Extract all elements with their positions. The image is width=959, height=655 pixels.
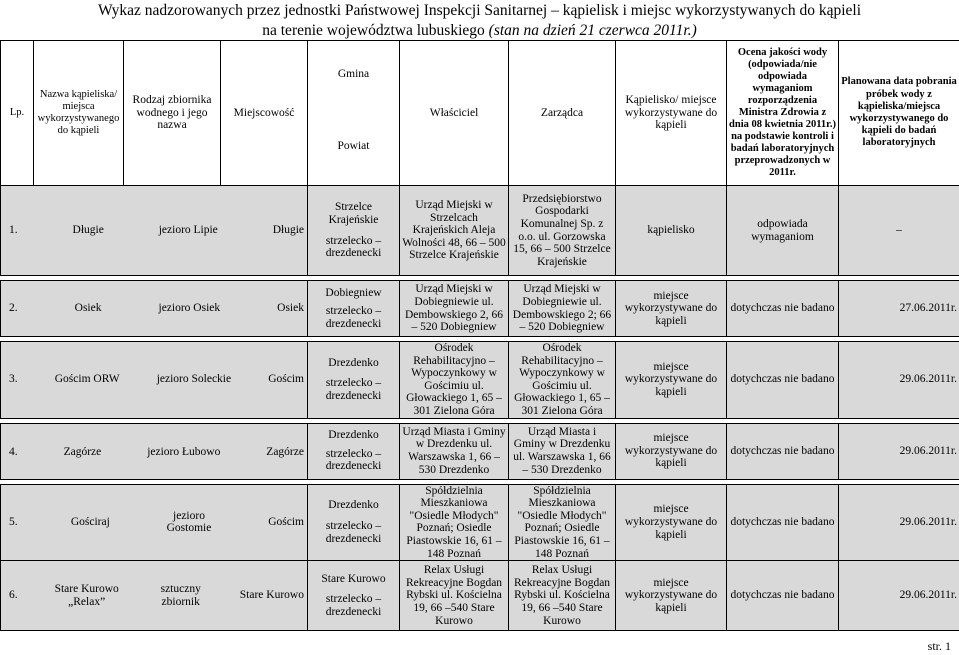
col-header-lp: Lp.	[1, 41, 34, 186]
cell-data: 29.06.2011r.	[839, 423, 959, 479]
cell-nazwa: Długie	[72, 224, 104, 237]
table-row	[1, 281, 959, 337]
cell-zarzadca: Relax Usługi Rekreacyjne Bogdan Rybski ul. Kościelna 19, 66 –540 Stare Kurowo	[509, 561, 616, 631]
cell-wlasciciel: Urząd Miejski w Strzelcach Krajeńskich Aleja Wolności 48, 66 – 500 Strzelce Krajeńskie	[400, 186, 509, 276]
table-row	[1, 423, 959, 479]
cell-wlasciciel: Ośrodek Rehabilitacyjno – Wypoczynkowy w Gościmiu ul. Głowackiego 1, 65 – 301 Zielona Góra	[400, 342, 509, 419]
cell-zarzadca: Urząd Miasta i Gminy w Drezdenku ul. Warszawska 1, 66 – 530 Drezdenko	[509, 423, 616, 479]
cell-wlasciciel: Spółdzielnia Mieszkaniowa "Osiedle Młodych" Poznań; Osiedle Piastowskie 16, 61 – 148 Poznań	[400, 484, 509, 561]
cell-miejscowosc: Długie	[272, 224, 304, 237]
cell-gmina: Drezdenko	[328, 356, 379, 369]
cell-rodzaj: jezioro Lipie	[158, 224, 218, 237]
cell-powiat: strzelecko – drezdenecki	[325, 305, 382, 330]
cell-gmina: Dobiegniew	[325, 286, 382, 299]
cell-lp: 3.	[9, 373, 18, 386]
cell-powiat: strzelecko – drezdenecki	[325, 520, 382, 545]
cell-wlasciciel: Relax Usługi Rekreacyjne Bogdan Rybski ul. Kościelna 19, 66 –540 Stare Kurowo	[400, 561, 509, 631]
cell-lp: 2.	[9, 302, 18, 315]
col-header-zarzadca: Zarządca	[509, 41, 616, 186]
cell-miejscowosc: Stare Kurowo	[239, 589, 304, 602]
document-title-line2	[0, 21, 959, 40]
col-header-kapielisko: Kąpielisko/ miejsce wykorzystywane do kąpieli	[616, 41, 727, 186]
cell-kapielisko: miejsce wykorzystywane do kąpieli	[616, 423, 727, 479]
cell-data: 29.06.2011r.	[839, 484, 959, 561]
title-region: na terenie województwa lubuskiego	[262, 22, 489, 39]
cell-lp: 1.	[9, 224, 18, 237]
cell-kapielisko: miejsce wykorzystywane do kąpieli	[616, 561, 727, 631]
cell-miejscowosc: Zagórze	[266, 445, 304, 458]
cell-miejscowosc: Gościm	[268, 373, 304, 386]
cell-miejscowosc: Osiek	[277, 302, 304, 315]
table-row	[1, 342, 959, 419]
cell-powiat: strzelecko – drezdenecki	[325, 234, 382, 260]
cell-powiat: strzelecko – drezdenecki	[325, 377, 382, 403]
cell-ocena: dotychczas nie badano	[727, 342, 839, 419]
col-header-rodzaj: Rodzaj zbiornika wodnego i jego nazwa	[124, 41, 221, 186]
cell-lp: 5.	[9, 516, 18, 529]
bathing-sites-table	[0, 40, 959, 631]
cell-rodzaj: jezioro Osiek	[158, 302, 221, 315]
cell-ocena: dotychczas nie badano	[727, 561, 839, 631]
cell-ocena: dotychczas nie badano	[727, 484, 839, 561]
col-header-wlasciciel: Właściciel	[400, 41, 509, 186]
cell-gmina: Drezdenko	[328, 429, 379, 442]
col-header-planowana: Planowana data pobrania próbek wody z kąpieliska/miejsca wykorzystywanego do kąpieli do badań laboratoryjnych	[839, 41, 959, 186]
cell-gmina: Strzelce Krajeńskie	[328, 201, 379, 226]
cell-kapielisko: kąpielisko	[616, 186, 727, 276]
col-header-nazwa: Nazwa kąpieliska/ miejsca wykorzystywanego do kąpieli	[34, 41, 124, 186]
cell-miejscowosc: Gościm	[268, 516, 304, 529]
table-header-row	[1, 41, 959, 108]
cell-zarzadca: Urząd Miejski w Dobiegniewie ul. Dembowskiego 2; 66 – 520 Dobiegniew	[509, 281, 616, 337]
cell-ocena: dotychczas nie badano	[727, 423, 839, 479]
cell-wlasciciel: Urząd Miasta i Gminy w Drezdenku ul. Warszawska 1, 66 – 530 Drezdenko	[400, 423, 509, 479]
cell-data: –	[839, 186, 959, 276]
cell-wlasciciel: Urząd Miejski w Dobiegniewie ul. Dembowskiego 2, 66 – 520 Dobiegniew	[400, 281, 509, 337]
cell-powiat: strzelecko – drezdenecki	[325, 447, 382, 473]
cell-kapielisko: miejsce wykorzystywane do kąpieli	[616, 484, 727, 561]
cell-powiat: strzelecko – drezdenecki	[325, 593, 382, 618]
cell-nazwa: Stare Kurowo „Relax”	[54, 583, 119, 608]
cell-rodzaj: sztuczny zbiornik	[160, 583, 201, 608]
document-title-line1: Wykaz nadzorowanych przez jednostki Państwowej Inspekcji Sanitarnej – kąpielisk i miejsc wykorzystywanych do kąpieli	[97, 2, 862, 19]
cell-zarzadca: Spółdzielnia Mieszkaniowa "Osiedle Młodych" Poznań; Osiedle Piastowskie 16, 61 – 148 Poznań	[509, 484, 616, 561]
table-row	[1, 561, 959, 631]
cell-ocena: dotychczas nie badano	[727, 281, 839, 337]
cell-rodzaj: jezioro Gostomie	[166, 509, 212, 535]
cell-ocena: odpowiada wymaganiom	[727, 186, 839, 276]
cell-kapielisko: miejsce wykorzystywane do kąpieli	[616, 342, 727, 419]
cell-data: 27.06.2011r.	[839, 281, 959, 337]
cell-nazwa: Gościm ORW	[54, 373, 120, 386]
table-row	[1, 484, 959, 561]
cell-data: 29.06.2011r.	[839, 342, 959, 419]
col-header-powiat: Powiat	[308, 107, 400, 186]
cell-lp: 6.	[9, 589, 18, 602]
cell-nazwa: Osiek	[74, 302, 102, 315]
cell-gmina: Drezdenko	[328, 499, 379, 512]
cell-zarzadca: Przedsiębiorstwo Gospodarki Komunalnej Sp. z o.o. ul. Gorzowska 15, 66 – 500 Strzelce Krajeńskie	[509, 186, 616, 276]
cell-gmina: Stare Kurowo	[321, 572, 386, 585]
cell-zarzadca: Ośrodek Rehabilitacyjno – Wypoczynkowy w Gościmiu ul. Głowackiego 1, 65 – 301 Zielona Góra	[509, 342, 616, 419]
table-row	[1, 186, 959, 276]
col-header-miejscowosc: Miejscowość	[221, 41, 308, 186]
cell-data: 29.06.2011r.	[839, 561, 959, 631]
cell-rodzaj: jezioro Łubowo	[147, 445, 221, 458]
col-header-ocena: Ocena jakości wody (odpowiada/nie odpowiada wymaganiom rozporządzenia Ministra Zdrowia z dnia 08 kwietnia 2011r.) na podstawie kontroli i badań laboratoryjnych przeprowadzonych w 2011r.	[727, 41, 839, 186]
page-number: str. 1	[927, 639, 951, 653]
cell-rodzaj: jezioro Soleckie	[156, 373, 232, 386]
cell-nazwa: Gościraj	[70, 516, 110, 529]
col-header-gmina: Gmina	[308, 41, 400, 108]
title-date-note: (stan na dzień 21 czerwca 2011r.)	[488, 22, 697, 39]
cell-kapielisko: miejsce wykorzystywane do kąpieli	[616, 281, 727, 337]
cell-nazwa: Zagórze	[63, 445, 102, 458]
cell-lp: 4.	[9, 445, 18, 458]
